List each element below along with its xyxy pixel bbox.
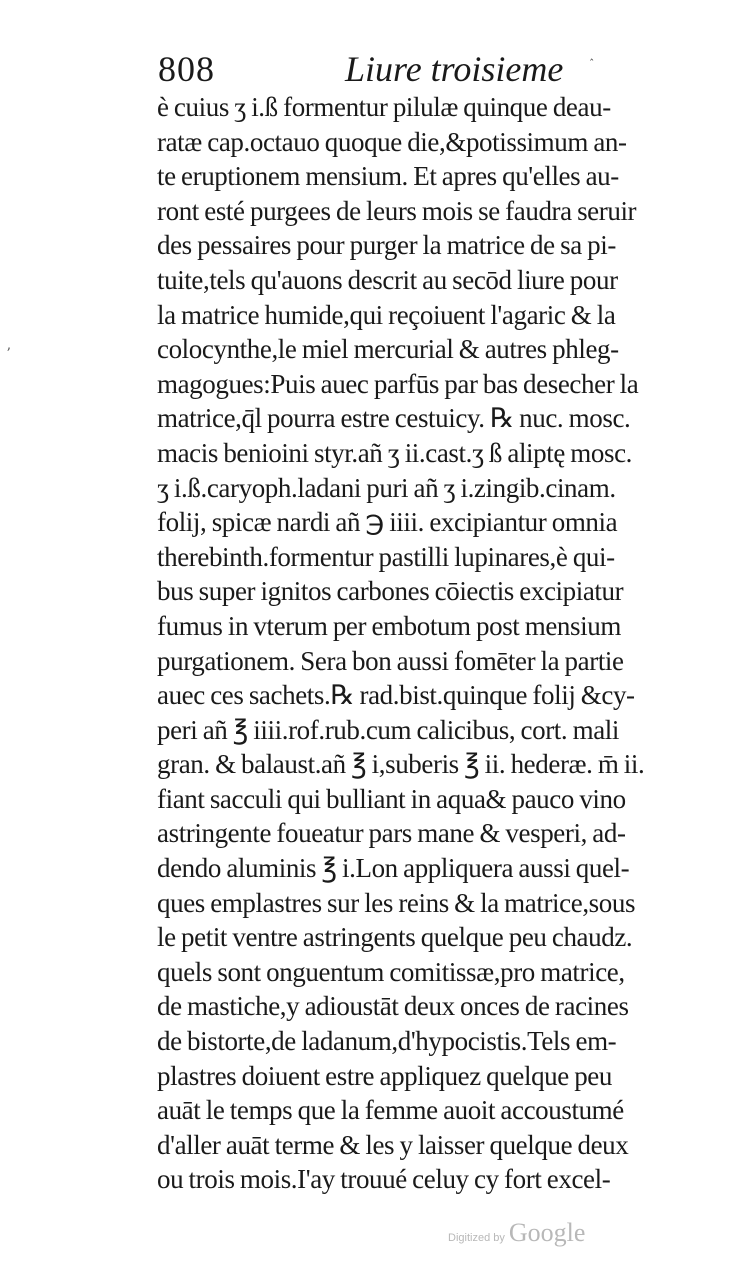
text-line: astringente foueatur pars mane & vesperi, ad-	[157, 818, 626, 849]
text-line: la matrice humide,qui reçoiuent l'agaric & la	[157, 299, 616, 330]
body-text	[157, 90, 730, 1197]
text-line: magogues:Puis auec parfūs par bas desecher la	[157, 368, 639, 399]
text-line: de bistorte,de ladanum,d'hypocistis.Tels em-	[157, 1026, 617, 1057]
text-line: ou trois mois.I'ay trouué celuy cy fort excel-	[157, 1164, 611, 1195]
text-line: peri añ ℥ iiii.rof.rub.cum calicibus, cort. mali	[157, 714, 619, 745]
text-line: macis benioini styr.añ ʒ ii.cast.ʒ ß aliptę mosc.	[157, 437, 633, 468]
text-line: le petit ventre astringents quelque peu chaudz.	[157, 922, 633, 953]
text-line: auāt le temps que la femme auoit accoustumé	[157, 1095, 624, 1126]
text-line: therebinth.formentur pastilli lupinares,è qui-	[157, 541, 615, 572]
text-line: de mastiche,y adioustāt deux onces de racines	[157, 991, 629, 1022]
page-number: 808	[158, 49, 215, 89]
text-line: te eruptionem mensium. Et apres qu'elles au-	[157, 161, 619, 192]
page-header	[0, 42, 730, 90]
text-line: colocynthe,le miel mercurial & autres phleg-	[157, 334, 619, 365]
margin-mark: ʼ	[6, 346, 11, 362]
text-line: fiant sacculi qui bulliant in aqua& pauco vino	[157, 783, 626, 814]
text-line: quels sont onguentum comitissæ,pro matrice,	[157, 956, 625, 987]
text-line: gran. & balaust.añ ℥ i,suberis ℥ ii. hederæ. m̄ ii.	[157, 749, 645, 780]
watermark-prefix: Digitized by	[448, 1232, 505, 1244]
text-line: ʒ i.ß.caryoph.ladani puri añ ʒ i.zingib.cinam.	[157, 472, 616, 503]
digitized-watermark	[448, 1218, 585, 1248]
text-line: folij, spicæ nardi añ ℈ iiii. excipiantur omnia	[157, 507, 618, 538]
text-line: plastres doiuent estre appliquez quelque peu	[157, 1060, 612, 1091]
text-line: d'aller auāt terme & les y laisser quelque deux	[157, 1129, 629, 1160]
running-head: Liure troisieme	[345, 49, 564, 89]
text-line: bus super ignitos carbones cōiectis excipiatur	[157, 576, 624, 607]
text-line: matrice,q̄l pourra estre cestuicy. ℞ nuc. mosc.	[157, 403, 631, 434]
text-line: purgationem. Sera bon aussi fomēter la partie	[157, 645, 624, 676]
text-line: auec ces sachets.℞ rad.bist.quinque folij &cy-	[157, 680, 635, 711]
text-line: ques emplastres sur les reins & la matrice,sous	[157, 887, 636, 918]
text-line: fumus in vterum per embotum post mensium	[157, 610, 621, 641]
text-line: è cuius ʒ i.ß formentur pilulæ quinque deau-	[157, 92, 611, 122]
google-logo: Google	[508, 1218, 586, 1247]
text-line: tuite,tels qu'auons descrit au secōd liure pour	[157, 264, 618, 295]
text-line: dendo aluminis ℥ i.Lon appliquera aussi quel-	[157, 853, 630, 884]
text-line: ratæ cap.octauo quoque die,&potissimum an-	[157, 126, 627, 157]
caret-mark: ‸	[590, 50, 594, 61]
text-line: ront esté purgees de leurs mois se faudra seruir	[157, 195, 637, 226]
text-line: des pessaires pour purger la matrice de sa pi-	[157, 230, 616, 261]
